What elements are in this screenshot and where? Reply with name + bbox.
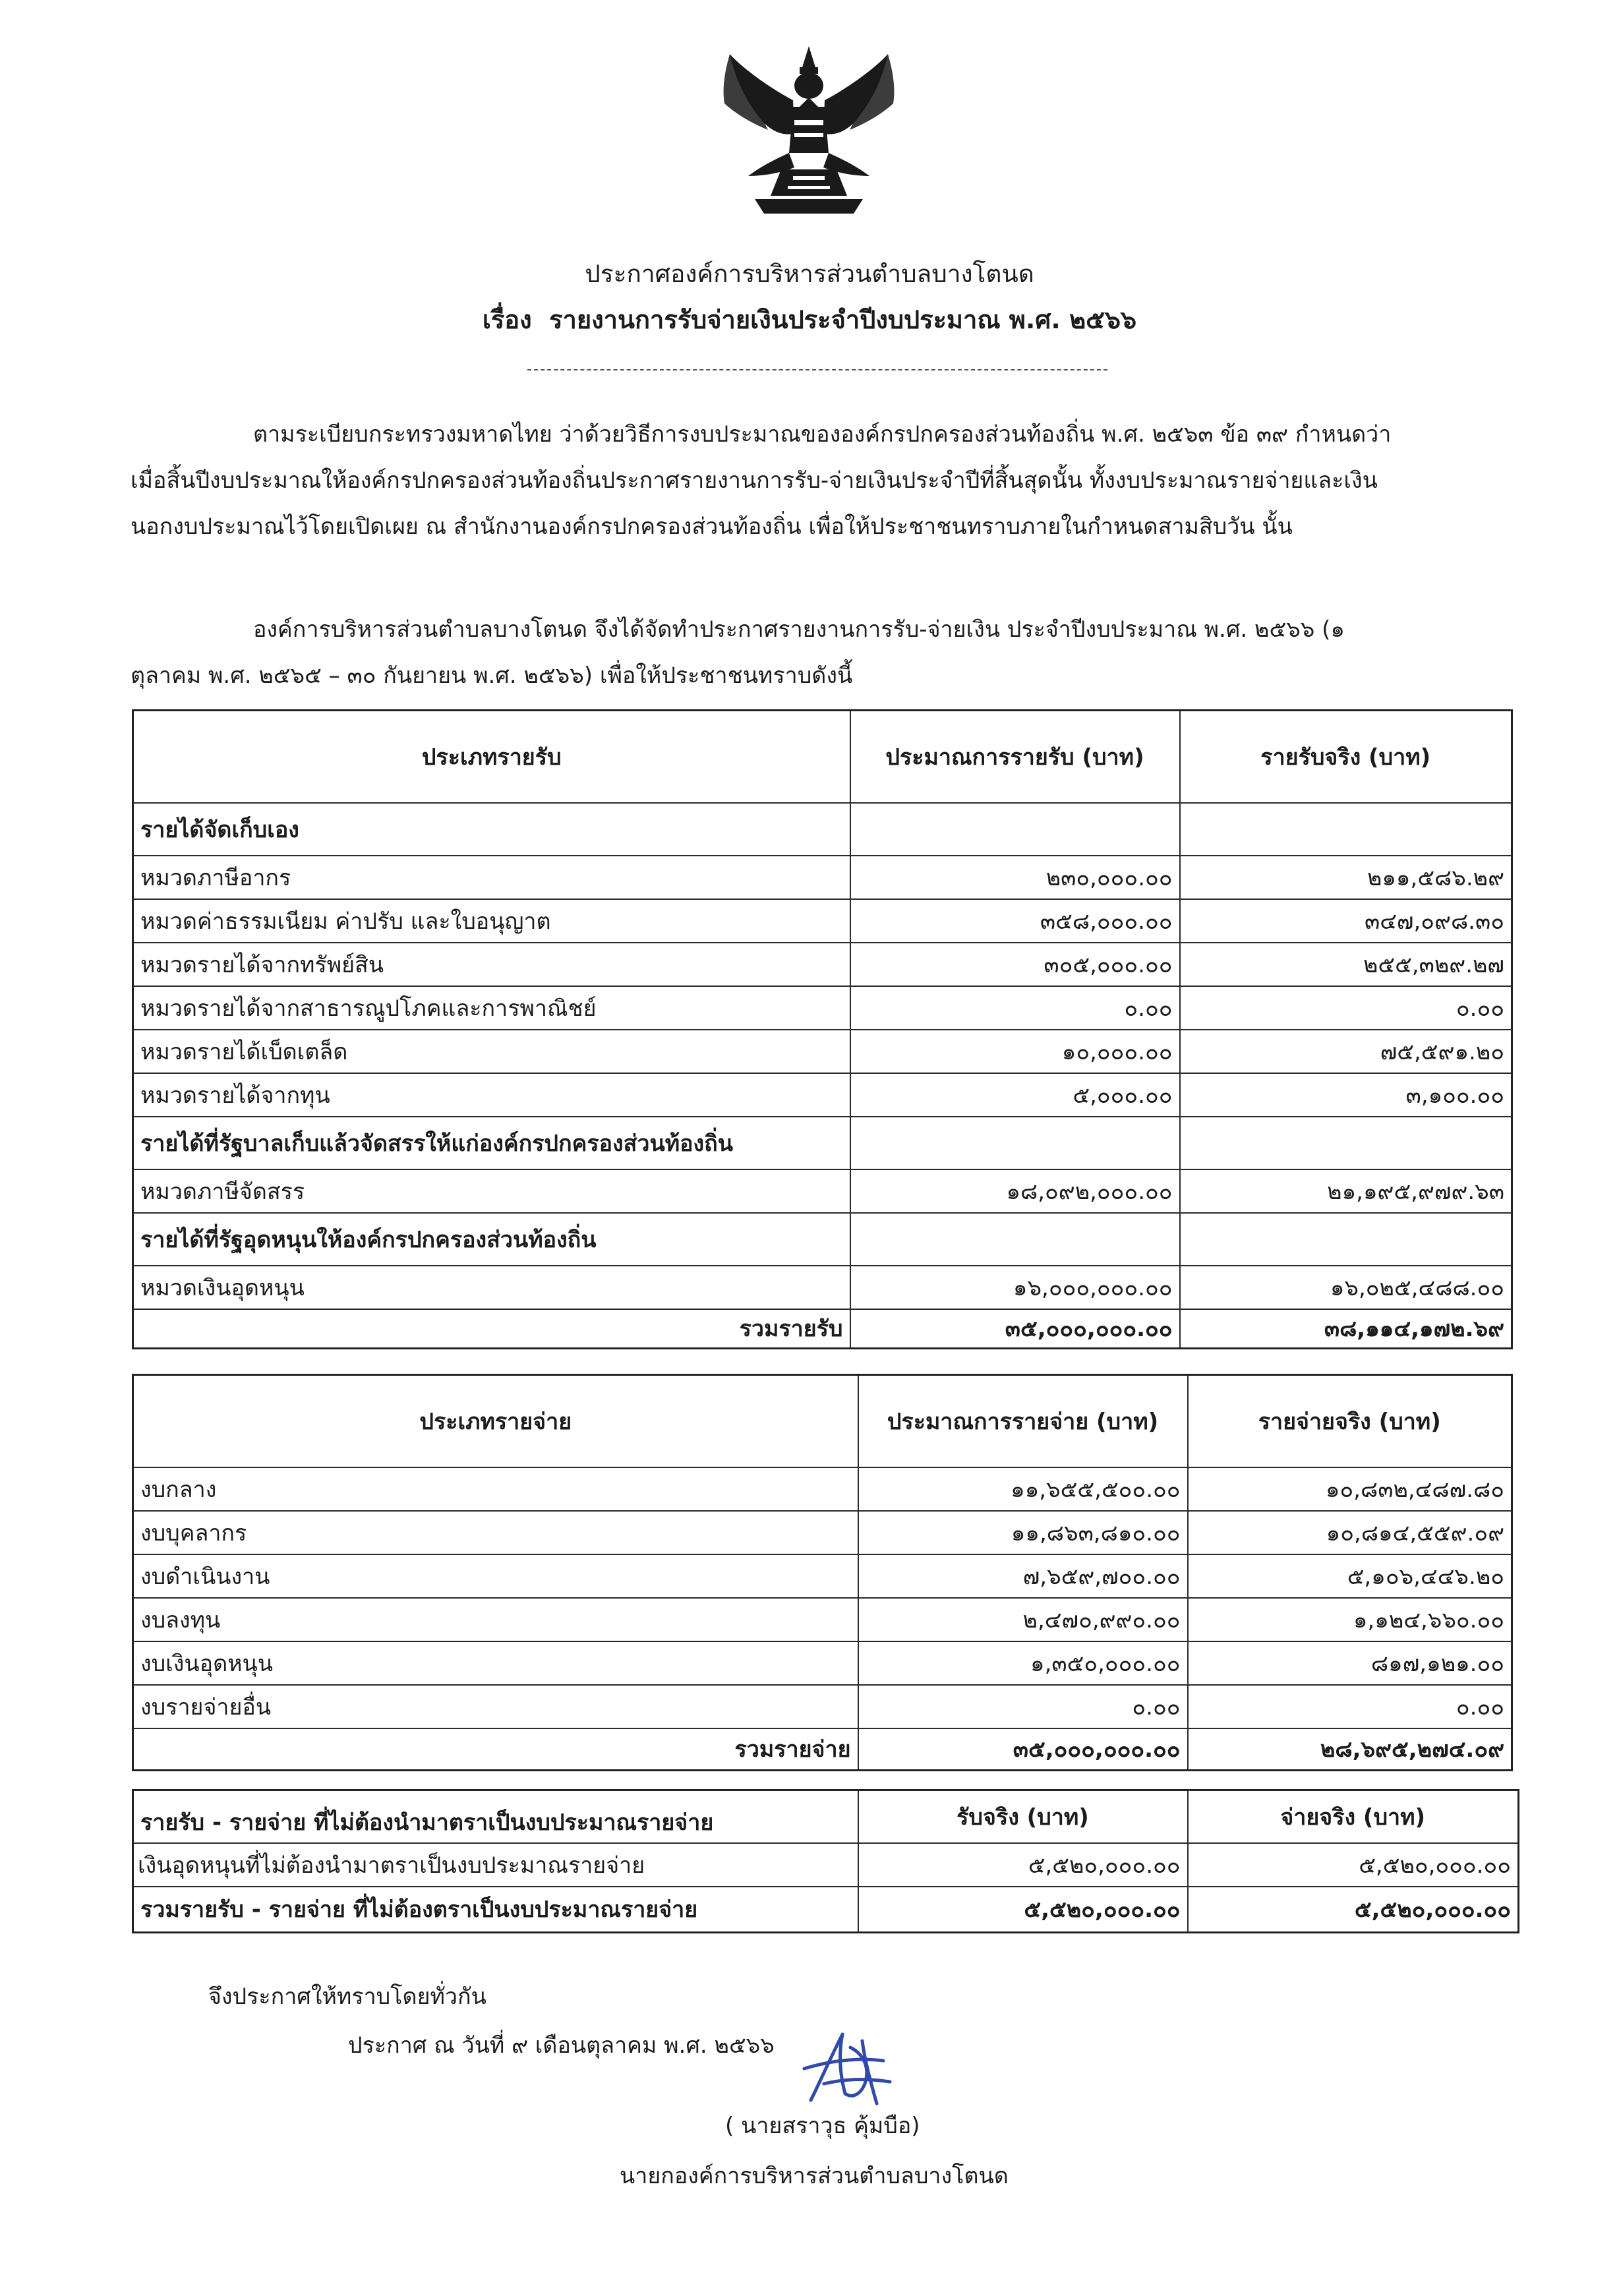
table-row [133,1511,1512,1554]
expense-header-row [133,1375,1512,1467]
revenue-group-row [133,803,1512,856]
row-label: หมวดรายได้จากสาธารณูปโภคและการพาณิชย์ [133,986,850,1030]
intro-paragraph-2 [131,606,1515,699]
subject-label: เรื่อง [482,305,532,334]
off-budget-header-type: รายรับ - รายจ่าย ที่ไม่ต้องนำมาตราเป็นงบประมาณรายจ่าย [133,1790,858,1843]
off-budget-total-label: รวมรายรับ - รายจ่าย ที่ไม่ต้องตราเป็นงบประมาณรายจ่าย [133,1887,858,1933]
off-budget-total-received: ๕,๕๒๐,๐๐๐.๐๐ [858,1887,1188,1933]
row-estimate: ๐.๐๐ [850,986,1180,1030]
expense-total-label: รวมรายจ่าย [133,1728,858,1771]
table-row [133,856,1512,899]
row-actual: ๕,๑๐๖,๔๔๖.๒๐ [1188,1554,1512,1598]
row-estimate: ๑๑,๖๕๕,๕๐๐.๐๐ [858,1467,1188,1511]
expense-header-estimate: ประมาณการรายจ่าย (บาท) [858,1375,1188,1467]
revenue-group-row [133,1117,1512,1169]
table-row [133,1641,1512,1685]
row-label: งบดำเนินงาน [133,1554,858,1598]
revenue-group-row [133,1213,1512,1266]
off-budget-table [132,1789,1519,1933]
row-label: หมวดเงินอุดหนุน [133,1266,850,1309]
row-label: งบกลาง [133,1467,858,1511]
off-budget-total-row [133,1887,1519,1933]
title-divider [527,369,1107,370]
revenue-total-row [133,1309,1512,1349]
revenue-table [132,709,1513,1349]
signer-name: ( นายสราวุธ คุ้มบือ) [725,2113,920,2139]
para1-line-1: ตามระเบียบกระทรวงมหาดไทย ว่าด้วยวิธีการงบประมาณขององค์กรปกครองส่วนท้องถิ่น พ.ศ. ๒๕๖๓ ข้อ ๓๙ กำหนดว่า [253,421,1392,448]
row-actual: ๒๑๑,๕๘๖.๒๙ [1180,856,1512,899]
closing-notice: จึงประกาศให้ทราบโดยทั่วกัน [208,1984,486,2010]
announcement-title: ประกาศองค์การบริหารส่วนตำบลบางโตนด [585,260,1034,288]
subject-text: รายงานการรับจ่ายเงินประจำปีงบประมาณ พ.ศ. ๒๕๖๖ [549,305,1137,334]
row-estimate: ๑๖,๐๐๐,๐๐๐.๐๐ [850,1266,1180,1309]
table-row [133,1554,1512,1598]
row-paid: ๕,๕๒๐,๐๐๐.๐๐ [1188,1843,1519,1887]
revenue-total-actual: ๓๘,๑๑๔,๑๗๒.๖๙ [1180,1309,1512,1349]
row-label: งบเงินอุดหนุน [133,1641,858,1685]
announcement-date: ประกาศ ณ วันที่ ๙ เดือนตุลาคม พ.ศ. ๒๕๖๖ [348,2032,775,2059]
table-row [133,1685,1512,1728]
para1-line-2: เมื่อสิ้นปีงบประมาณให้องค์กรปกครองส่วนท้องถิ่นประกาศรายงานการรับ-จ่ายเงินประจำปีที่สิ้นสุดนั้น ทั้งงบประมาณรายจ่ายและเงิน [131,467,1378,494]
expense-total-estimate: ๓๕,๐๐๐,๐๐๐.๐๐ [858,1728,1188,1771]
row-actual: ๓๔๗,๐๙๘.๓๐ [1180,899,1512,943]
subject-line [0,303,1619,336]
row-actual: ๑๖,๐๒๕,๔๘๘.๐๐ [1180,1266,1512,1309]
table-row [133,943,1512,986]
row-actual: ๐.๐๐ [1188,1685,1512,1728]
intro-paragraph-1 [131,411,1515,550]
row-actual: ๗๕,๕๙๑.๒๐ [1180,1030,1512,1073]
revenue-header-type: ประเภทรายรับ [133,711,850,803]
revenue-total-estimate: ๓๕,๐๐๐,๐๐๐.๐๐ [850,1309,1180,1349]
table-row [133,1030,1512,1073]
row-label: หมวดภาษีจัดสรร [133,1169,850,1213]
row-label: เงินอุดหนุนที่ไม่ต้องนำมาตราเป็นงบประมาณรายจ่าย [133,1843,858,1887]
signer-position: นายกองค์การบริหารส่วนตำบลบางโตนด [620,2163,1009,2189]
row-actual: ๐.๐๐ [1180,986,1512,1030]
row-actual: ๑๐,๘๑๔,๕๕๙.๐๙ [1188,1511,1512,1554]
revenue-total-label: รวมรายรับ [133,1309,850,1349]
off-budget-header-received: รับจริง (บาท) [858,1790,1188,1843]
row-estimate: ๑๘,๐๙๒,๐๐๐.๐๐ [850,1169,1180,1213]
row-label: หมวดภาษีอากร [133,856,850,899]
table-row [133,1169,1512,1213]
row-estimate: ๗,๖๕๙,๗๐๐.๐๐ [858,1554,1188,1598]
table-row [133,1598,1512,1641]
row-estimate: ๐.๐๐ [858,1685,1188,1728]
expense-header-actual: รายจ่ายจริง (บาท) [1188,1375,1512,1467]
expense-table [132,1374,1513,1771]
revenue-header-row [133,711,1512,803]
row-label: หมวดรายได้จากทุน [133,1073,850,1117]
row-actual: ๒๑,๑๙๕,๙๗๙.๖๓ [1180,1169,1512,1213]
row-label: งบลงทุน [133,1598,858,1641]
expense-total-actual: ๒๘,๖๙๕,๒๗๔.๐๙ [1188,1728,1512,1771]
row-estimate: ๑๑,๘๖๓,๘๑๐.๐๐ [858,1511,1188,1554]
revenue-group-state-subsidy: รายได้ที่รัฐอุดหนุนให้องค์กรปกครองส่วนท้องถิ่น [133,1213,850,1266]
garuda-emblem [715,41,903,219]
revenue-group-own-collection: รายได้จัดเก็บเอง [133,803,850,856]
table-row [133,986,1512,1030]
row-estimate: ๕,๐๐๐.๐๐ [850,1073,1180,1117]
row-estimate: ๑๐,๐๐๐.๐๐ [850,1030,1180,1073]
off-budget-total-paid: ๕,๕๒๐,๐๐๐.๐๐ [1188,1887,1519,1933]
row-label: งบรายจ่ายอื่น [133,1685,858,1728]
row-label: หมวดรายได้เบ็ดเตล็ด [133,1030,850,1073]
revenue-header-estimate: ประมาณการรายรับ (บาท) [850,711,1180,803]
row-estimate: ๓๕๘,๐๐๐.๐๐ [850,899,1180,943]
row-estimate: ๓๐๕,๐๐๐.๐๐ [850,943,1180,986]
table-row [133,899,1512,943]
expense-total-row [133,1728,1512,1771]
para2-line-2: ตุลาคม พ.ศ. ๒๕๖๕ – ๓๐ กันยายน พ.ศ. ๒๕๖๖) เพื่อให้ประชาชนทราบดังนี้ [131,662,853,689]
row-actual: ๑,๑๒๔,๖๖๐.๐๐ [1188,1598,1512,1641]
table-row [133,1073,1512,1117]
table-row [133,1843,1519,1887]
row-estimate: ๒,๔๗๐,๙๙๐.๐๐ [858,1598,1188,1641]
row-estimate: ๑,๓๕๐,๐๐๐.๐๐ [858,1641,1188,1685]
row-actual: ๑๐,๘๓๒,๔๘๗.๘๐ [1188,1467,1512,1511]
row-actual: ๒๕๕,๓๒๙.๒๗ [1180,943,1512,986]
para2-line-1: องค์การบริหารส่วนตำบลบางโตนด จึงได้จัดทำประกาศรายงานการรับ-จ่ายเงิน ประจำปีงบประมาณ พ.ศ. ๒๕๖๖ (๑ [253,616,1345,643]
row-received: ๕,๕๒๐,๐๐๐.๐๐ [858,1843,1188,1887]
expense-header-type: ประเภทรายจ่าย [133,1375,858,1467]
signature [784,2021,903,2113]
row-label: หมวดค่าธรรมเนียม ค่าปรับ และใบอนุญาต [133,899,850,943]
table-row [133,1266,1512,1309]
off-budget-header-paid: จ่ายจริง (บาท) [1188,1790,1519,1843]
para1-line-3: นอกงบประมาณไว้โดยเปิดเผย ณ สำนักงานองค์กรปกครองส่วนท้องถิ่น เพื่อให้ประชาชนทราบภายในกำหนดสามสิบวัน นั้น [131,514,1293,540]
revenue-header-actual: รายรับจริง (บาท) [1180,711,1512,803]
row-estimate: ๒๓๐,๐๐๐.๐๐ [850,856,1180,899]
table-row [133,1467,1512,1511]
row-label: งบบุคลากร [133,1511,858,1554]
row-actual: ๘๑๗,๑๒๑.๐๐ [1188,1641,1512,1685]
off-budget-header-row [133,1790,1519,1843]
row-label: หมวดรายได้จากทรัพย์สิน [133,943,850,986]
row-actual: ๓,๑๐๐.๐๐ [1180,1073,1512,1117]
revenue-group-state-allocated: รายได้ที่รัฐบาลเก็บแล้วจัดสรรให้แก่องค์กรปกครองส่วนท้องถิ่น [133,1117,850,1169]
